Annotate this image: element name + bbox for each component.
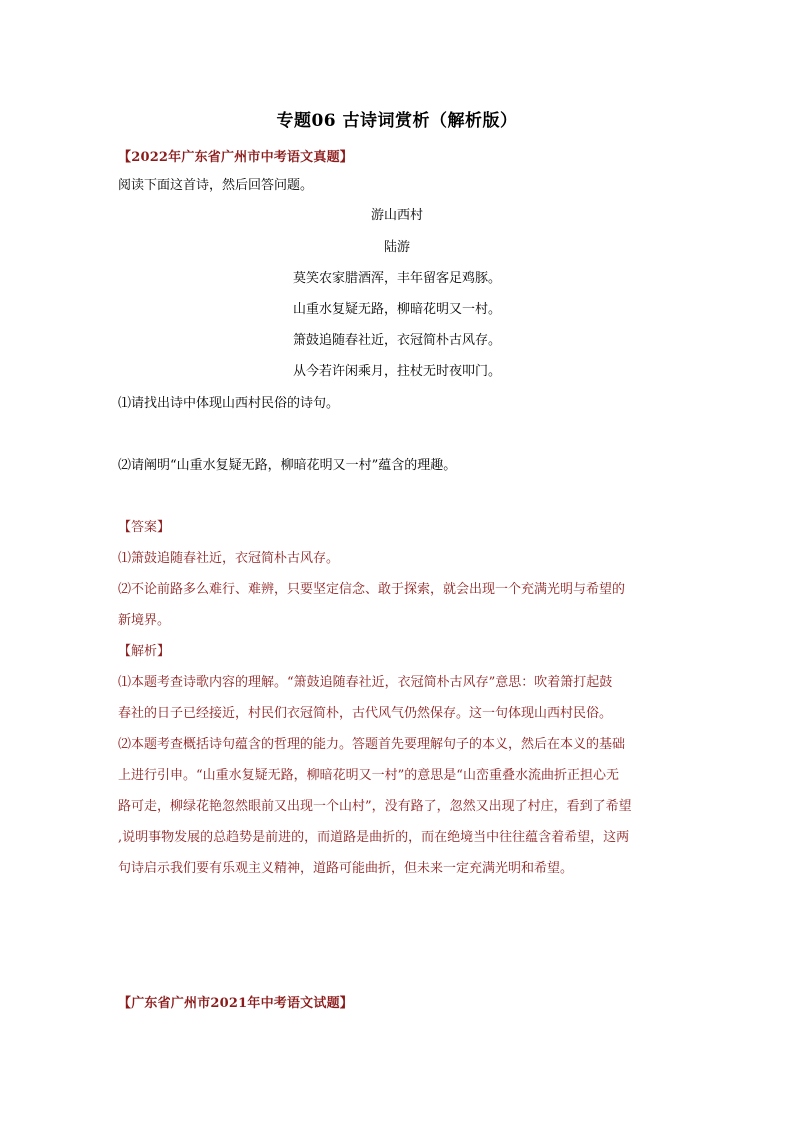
poem-line: 莫笑农家腊酒浑，丰年留客足鸡豚。 [292, 271, 501, 286]
answer-line: 新境界。 [118, 613, 171, 628]
analysis-line: ⑴本题考查诗歌内容的理解。“箫鼓追随春社近，衣冠简朴古风存”意思：吹着箫打起鼓 [118, 675, 613, 690]
analysis-line: ⑵本题考查概括诗句蕴含的哲理的能力。答题首先要理解句子的本义，然后在本义的基础 [118, 737, 626, 752]
analysis-line: 路可走，柳绿花艳忽然眼前又出现一个山村”，没有路了，忽然又出现了村庄，看到了希望 [118, 799, 632, 814]
poem-author: 陆游 [383, 240, 410, 255]
analysis-line: 句诗启示我们要有乐观主义精神，道路可能曲折，但未来一定充满光明和希望。 [118, 861, 574, 876]
poem-title: 游山西村 [370, 208, 423, 223]
reading-instruction: 阅读下面这首诗，然后回答问题。 [118, 178, 314, 193]
question-2: ⑵请阐明“山重水复疑无路，柳暗花明又一村”蕴含的理趣。 [118, 458, 457, 473]
answer-line: ⑵不论前路多么难行、难辨，只要坚定信念、敢于探索，就会出现一个充满光明与希望的 [118, 582, 626, 597]
analysis-line: 春社的日子已经接近，村民们衣冠简朴，古代风气仍然保存。这一句体现山西村民俗。 [118, 706, 613, 721]
poem-line: 山重水复疑无路，柳暗花明又一村。 [292, 302, 501, 317]
answer-line: ⑴箫鼓追随春社近，衣冠简朴古风存。 [118, 551, 340, 566]
question-1: ⑴请找出诗中体现山西村民俗的诗句。 [118, 396, 340, 411]
analysis-line: ,说明事物发展的总趋势是前进的，而道路是曲折的，而在绝境当中往往蕴含着希望，这两 [118, 830, 630, 845]
answer-heading: 【答案】 [118, 520, 171, 535]
section-heading-2022: 【2022年广东省广州市中考语文真题】 [118, 150, 353, 165]
poem-line: 从今若许闲乘月，拄杖无时夜叩门。 [292, 364, 501, 379]
section-heading-2021: 【广东省广州市2021年中考语文试题】 [118, 996, 353, 1011]
poem-line: 箫鼓追随春社近，衣冠简朴古风存。 [292, 333, 501, 348]
analysis-line: 上进行引申。“山重水复疑无路，柳暗花明又一村”的意思是“山峦重叠水流曲折正担心无 [118, 768, 619, 783]
analysis-heading: 【解析】 [118, 644, 171, 659]
page-title: 专题06 古诗词赏析（解析版） [276, 111, 518, 131]
